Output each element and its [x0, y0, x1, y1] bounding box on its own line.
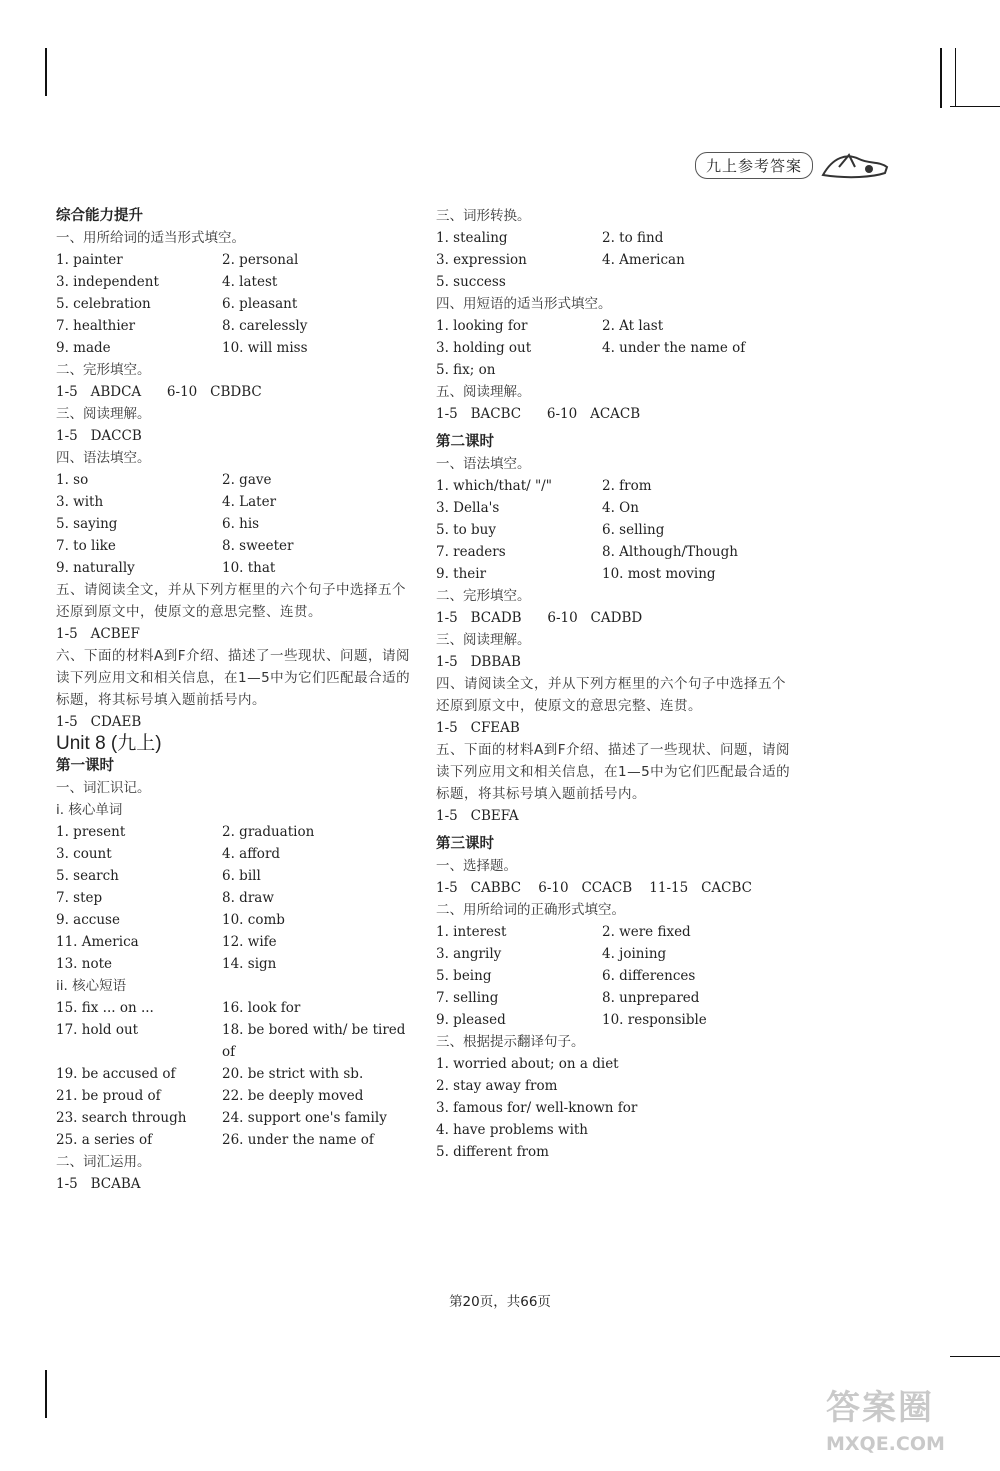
- part2-heading: 二、完形填空。: [56, 362, 151, 378]
- lesson1-title: 第一课时: [56, 758, 114, 774]
- answer-item: 1. stealing: [436, 230, 508, 246]
- lesson3-part2-heading: 二、用所给词的正确形式填空。: [436, 902, 625, 918]
- answer-item: 4. under the name of: [602, 340, 746, 356]
- answer-item: [602, 359, 792, 381]
- lesson3-part1-heading: 一、选择题。: [436, 858, 517, 874]
- part1-answers: [56, 249, 416, 359]
- part1-heading: 一、用所给词的适当形式填空。: [56, 230, 245, 246]
- answer-item: 21. be proud of: [56, 1088, 161, 1104]
- lesson2-part2-answer: 1-5 BCADB 6-10 CADBD: [436, 610, 643, 626]
- answer-item: 16. look for: [222, 1000, 301, 1016]
- lesson3-part1-answer: 1-5 CABBC 6-10 CCACB 11-15 CACBC: [436, 880, 753, 896]
- answer-item: 6. differences: [602, 968, 696, 984]
- answer-item: 3. angrily: [436, 946, 502, 962]
- part3-heading: 三、阅读理解。: [56, 406, 151, 422]
- lesson3-part2-answers: [436, 921, 796, 1031]
- answer-item: 1. painter: [56, 252, 123, 268]
- answer-item: 1. interest: [436, 924, 507, 940]
- lesson2-part1-answers: [436, 475, 796, 585]
- answer-item: 9. accuse: [56, 912, 120, 928]
- answer-item: 15. fix ... on ...: [56, 1000, 154, 1016]
- lesson3-part3-line: 5. different from: [436, 1144, 549, 1160]
- answer-item: 10. that: [222, 560, 276, 576]
- part-r3-heading: 三、词形转换。: [436, 208, 531, 224]
- lesson2-part1-heading: 一、语法填空。: [436, 456, 531, 472]
- answer-item: 8. draw: [222, 890, 274, 906]
- part-r4-heading: 四、用短语的适当形式填空。: [436, 296, 612, 312]
- answer-item: 6. pleasant: [222, 296, 298, 312]
- answer-item: 2. At last: [602, 318, 664, 334]
- answer-item: 10. will miss: [222, 340, 308, 356]
- answer-item: 10. most moving: [602, 566, 716, 582]
- lesson1-subheading-words: i. 核心单词: [56, 802, 123, 818]
- part3-answer: 1-5 DACCB: [56, 428, 142, 444]
- part-r5-answer: 1-5 BACBC 6-10 ACACB: [436, 406, 641, 422]
- answer-item: 2. to find: [602, 230, 664, 246]
- answer-item: 5. search: [56, 868, 119, 884]
- answer-item: 2. were fixed: [602, 924, 691, 940]
- answer-item: 12. wife: [222, 934, 277, 950]
- answer-item: 3. independent: [56, 274, 159, 290]
- lesson2-part4-answer: 1-5 CFEAB: [436, 720, 520, 736]
- answer-item: [602, 271, 792, 293]
- answer-item: 7. step: [56, 890, 103, 906]
- right-column: [436, 205, 796, 1163]
- answer-item: 9. made: [56, 340, 111, 356]
- answer-item: 5. to buy: [436, 522, 496, 538]
- lesson2-part2-heading: 二、完形填空。: [436, 588, 531, 604]
- page-number: 第20页，共66页: [449, 1294, 551, 1310]
- answer-item: 5. being: [436, 968, 492, 984]
- answer-item: 7. readers: [436, 544, 506, 560]
- answer-item: 10. comb: [222, 912, 285, 928]
- lesson2-part3-heading: 三、阅读理解。: [436, 632, 531, 648]
- answer-item: 9. their: [436, 566, 487, 582]
- answer-item: 5. saying: [56, 516, 118, 532]
- watermark-logo-text: 答案圈: [826, 1388, 934, 1428]
- answer-item: 14. sign: [222, 956, 277, 972]
- answer-item: 26. under the name of: [222, 1132, 374, 1148]
- part2-answer: 1-5 ABDCA 6-10 CBDBC: [56, 384, 262, 400]
- lesson2-part4-instructions: 四、请阅读全文，并从下列方框里的六个句子中选择五个还原到原文中，使原文的意思完整、连贯。: [436, 676, 786, 714]
- answer-item: 3. with: [56, 494, 104, 510]
- answer-item: 22. be deeply moved: [222, 1088, 364, 1104]
- lesson1-part1-heading: 一、词汇识记。: [56, 780, 151, 796]
- answer-item: 3. Della's: [436, 500, 500, 516]
- answer-item: 8. unprepared: [602, 990, 700, 1006]
- answer-item: 3. count: [56, 846, 112, 862]
- answer-item: 3. expression: [436, 252, 527, 268]
- answer-item: 6. his: [222, 516, 260, 532]
- lesson3-part3-heading: 三、根据提示翻译句子。: [436, 1034, 585, 1050]
- part5-answer: 1-5 ACBEF: [56, 626, 140, 642]
- answer-item: 7. to like: [56, 538, 116, 554]
- crop-mark-top-right-vertical: [940, 48, 942, 108]
- answer-item: 1. looking for: [436, 318, 528, 334]
- answer-item: 17. hold out: [56, 1022, 139, 1038]
- lesson3-part3-line: 3. famous for/ well-known for: [436, 1100, 638, 1116]
- lesson3-part3-line: 1. worried about; on a diet: [436, 1056, 619, 1072]
- answer-item: 2. personal: [222, 252, 299, 268]
- answer-item: 19. be accused of: [56, 1066, 176, 1082]
- answer-item: 2. from: [602, 478, 652, 494]
- unit-title: Unit 8 (九上): [56, 733, 162, 754]
- answer-item: 1. which/that/ "/": [436, 478, 552, 494]
- part4-heading: 四、语法填空。: [56, 450, 151, 466]
- answer-item: 2. gave: [222, 472, 272, 488]
- part4-answers: [56, 469, 416, 579]
- watermark-url: MXQE.COM: [826, 1433, 945, 1455]
- answer-item: 4. American: [602, 252, 685, 268]
- lesson2-part5-answer: 1-5 CBEFA: [436, 808, 519, 824]
- answer-item: 9. pleased: [436, 1012, 506, 1028]
- lesson2-title: 第二课时: [436, 434, 494, 450]
- header-badge-text: 九上参考答案: [695, 152, 813, 179]
- answer-item: 13. note: [56, 956, 112, 972]
- answer-item: 1. present: [56, 824, 126, 840]
- left-column: [56, 205, 416, 1195]
- part-r3-answers: [436, 227, 796, 293]
- logo-icon: [819, 147, 891, 183]
- lesson3-title: 第三课时: [436, 836, 494, 852]
- answer-item: 24. support one's family: [222, 1110, 387, 1126]
- lesson3-part3-line: 4. have problems with: [436, 1122, 589, 1138]
- answer-item: 4. Later: [222, 494, 277, 510]
- answer-item: 1. so: [56, 472, 89, 488]
- answer-item: 25. a series of: [56, 1132, 153, 1148]
- part5-instructions: 五、请阅读全文，并从下列方框里的六个句子中选择五个还原到原文中，使原文的意思完整、连贯。: [56, 582, 406, 620]
- header-badge: [695, 152, 891, 178]
- answer-item: 5. success: [436, 274, 506, 290]
- answer-item: 18. be bored with/ be tired of: [222, 1022, 406, 1060]
- crop-mark-bottom-left: [45, 1370, 47, 1418]
- answer-item: 2. graduation: [222, 824, 315, 840]
- answer-item: 23. search through: [56, 1110, 187, 1126]
- lesson1-part2-answer: 1-5 BCABA: [56, 1176, 141, 1192]
- answer-item: 6. bill: [222, 868, 261, 884]
- answer-item: 10. responsible: [602, 1012, 707, 1028]
- answer-item: 20. be strict with sb.: [222, 1066, 364, 1082]
- answer-item: 4. joining: [602, 946, 667, 962]
- lesson2-part3-answer: 1-5 DBBAB: [436, 654, 521, 670]
- answer-item: 8. Although/Though: [602, 544, 738, 560]
- answer-item: 6. selling: [602, 522, 665, 538]
- lesson1-word-answers: [56, 821, 416, 975]
- answer-item: 8. carelessly: [222, 318, 308, 334]
- crop-mark-top-right-vertical-2: [955, 48, 956, 106]
- lesson1-subheading-phrases: ii. 核心短语: [56, 978, 127, 994]
- answer-item: 3. holding out: [436, 340, 532, 356]
- answer-item: 7. healthier: [56, 318, 136, 334]
- part-r4-answers: [436, 315, 796, 381]
- answer-item: 4. latest: [222, 274, 278, 290]
- watermark: [826, 1380, 996, 1470]
- section-title: 综合能力提升: [56, 208, 143, 224]
- lesson1-phrase-answers: [56, 997, 416, 1151]
- part-r5-heading: 五、阅读理解。: [436, 384, 531, 400]
- answer-item: 4. On: [602, 500, 639, 516]
- lesson2-part5-instructions: 五、下面的材料A到F介绍、描述了一些现状、问题，请阅读下列应用文和相关信息，在1—5中为它们匹配最合适的标题，将其标号填入题前括号内。: [436, 742, 791, 802]
- answer-item: 4. afford: [222, 846, 281, 862]
- lesson3-part3-line: 2. stay away from: [436, 1078, 558, 1094]
- part6-answer: 1-5 CDAEB: [56, 714, 142, 730]
- answer-item: 5. fix; on: [436, 362, 496, 378]
- answer-item: 8. sweeter: [222, 538, 294, 554]
- lesson1-part2-heading: 二、词汇运用。: [56, 1154, 151, 1170]
- answer-item: 7. selling: [436, 990, 499, 1006]
- crop-mark-top-right-horizontal: [950, 106, 1000, 107]
- answer-item: 11. America: [56, 934, 139, 950]
- part6-instructions: 六、下面的材料A到F介绍、描述了一些现状、问题，请阅读下列应用文和相关信息，在1—5中为它们匹配最合适的标题，将其标号填入题前括号内。: [56, 648, 411, 708]
- crop-mark-top-left: [45, 48, 47, 96]
- answer-item: 5. celebration: [56, 296, 151, 312]
- crop-mark-bottom-right: [950, 1356, 1000, 1357]
- answer-item: 9. naturally: [56, 560, 135, 576]
